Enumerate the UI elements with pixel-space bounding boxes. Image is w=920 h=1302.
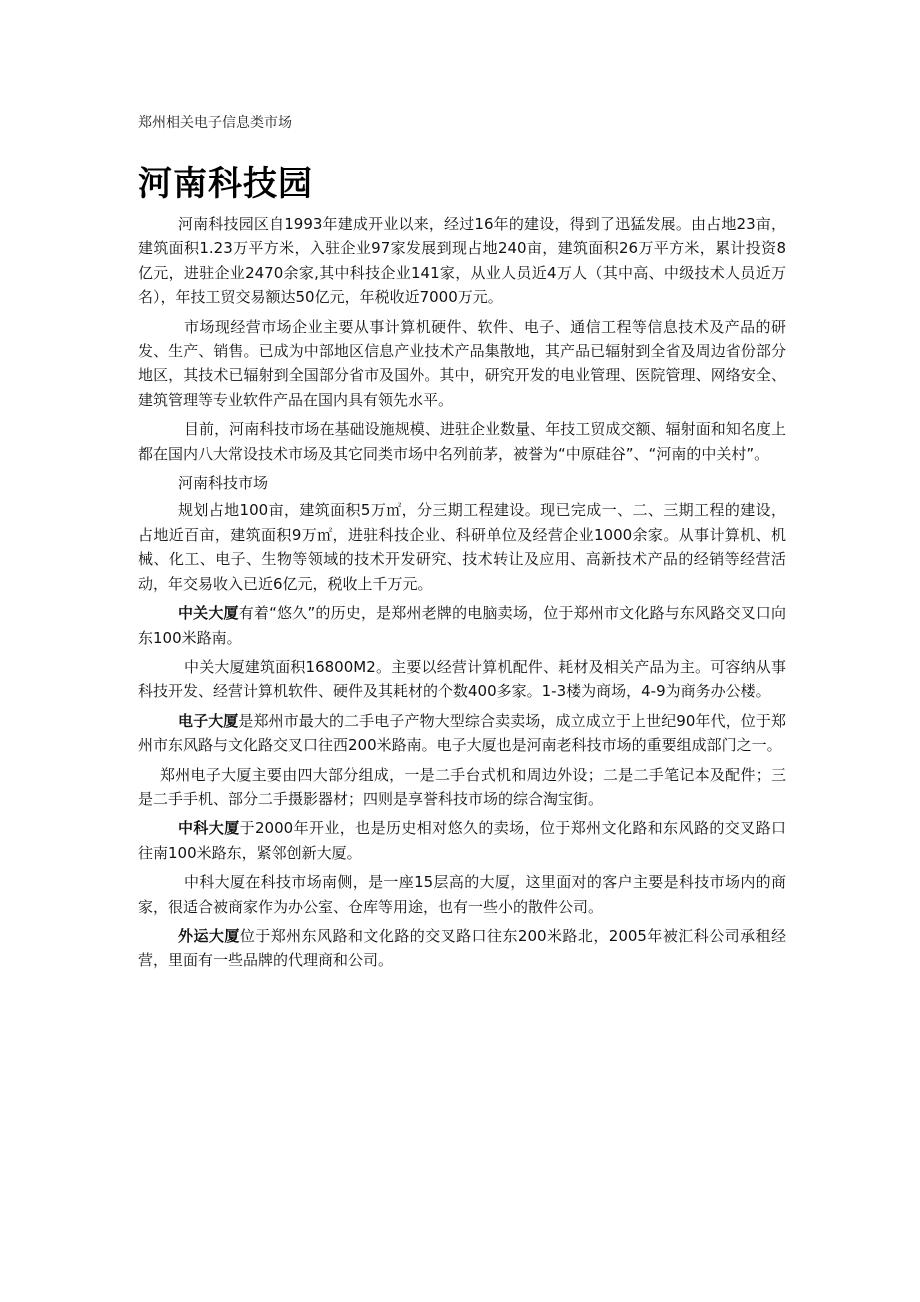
paragraph-status: 目前，河南科技市场在基础设施规模、进驻企业数量、年技工贸成交额、辐射面和知名度上都在国内八大常设技术市场及其它同类市场中名列前茅，被誉为“中原硅谷”、“河南的中关村”。 — [138, 420, 786, 463]
paragraph-business: 市场现经营市场企业主要从事计算机硬件、软件、电子、通信工程等信息技术及产品的研发、生产、销售。已成为中部地区信息产业技术产品集散地，其产品已辐射到全省及周边省份部分地区，其技术已辐射到全国部分省市及国外。其中，研究开发的电业管理、医院管理、网络安全、建筑管理等专业软件产品在国内具有领先水平。 — [138, 317, 786, 409]
document-subtitle: 郑州相关电子信息类市场 — [138, 115, 292, 131]
paragraph-zhongke-detail: 中科大厦在科技市场南侧，是一座15层高的大厦，这里面对的客户主要是科技市场内的商家，很适合被商家作为办公室、仓库等用途，也有一些小的散件公司。 — [138, 873, 786, 916]
building-name-dianzi: 电子大厦 — [178, 711, 239, 730]
paragraph-tech-market: 规划占地100亩，建筑面积5万㎡，分三期工程建设。现已完成一、二、三期工程的建设，占地近百亩，建筑面积9万㎡，进驻科技企业、科研单位及经营企业1000余家。从事计算机、机械、化工、电子、生物等领域的技术开发研究、技术转让及应用、高新技术产品的经销等经营活动，年交易收入已近6亿元，税收上千万元。 — [138, 501, 786, 593]
paragraph-waiyun: 外运大厦位于郑州东风路和文化路的交叉路口往东200米路北，2005年被汇科公司承租经营，里面有一些品牌的代理商和公司。 — [138, 926, 786, 970]
paragraph-zhongguan-detail: 中关大厦建筑面积16800M2。主要以经营计算机配件、耗材及相关产品为主。可容纳从事科技开发、经营计算机软件、硬件及其耗材的个数400多家。1-3楼为商场，4-9为商务办公楼。 — [138, 657, 786, 701]
paragraph-overview: 河南科技园区自1993年建成开业以来，经过16年的建设，得到了迅猛发展。由占地23亩，建筑面积1.23万平方米，入驻企业97家发展到现占地240亩，建筑面积26万平方米，累计投资8亿元，进驻企业2470余家,其中科技企业141家，从业人员近4万人（其中高、中级技术人员近万名），年技工贸交易额达50亿元，年税收近7000万元。 — [138, 215, 786, 307]
building-name-waiyun: 外运大厦 — [178, 926, 240, 945]
building-name-zhongguan: 中关大厦 — [178, 604, 239, 623]
paragraph-zhongke: 中科大厦于2000年开业，也是历史相对悠久的卖场，位于郑州文化路和东风路的交叉路口往南100米路东，紧邻创新大厦。 — [138, 819, 786, 862]
section-heading-tech-market: 河南科技市场 — [178, 474, 269, 493]
building-name-zhongke: 中科大厦 — [178, 819, 240, 838]
paragraph-dianzi-detail: 郑州电子大厦主要由四大部分组成，一是二手台式机和周边外设；二是二手笔记本及配件；三是二手手机、部分二手摄影器材；四则是享誉科技市场的综合淘宝街。 — [138, 765, 786, 808]
document-body — [138, 212, 786, 978]
document-title: 河南科技园 — [138, 164, 313, 204]
paragraph-zhongguan: 中关大厦有着“悠久”的历史，是郑州老牌的电脑卖场，位于郑州市文化路与东风路交叉口向东100米路南。 — [138, 604, 786, 647]
paragraph-dianzi: 电子大厦是郑州市最大的二手电子产物大型综合卖卖场，成立成立于上世纪90年代，位于郑州市东风路与文化路交叉口往西200米路南。电子大厦也是河南老科技市场的重要组成部门之一。 — [138, 711, 786, 755]
